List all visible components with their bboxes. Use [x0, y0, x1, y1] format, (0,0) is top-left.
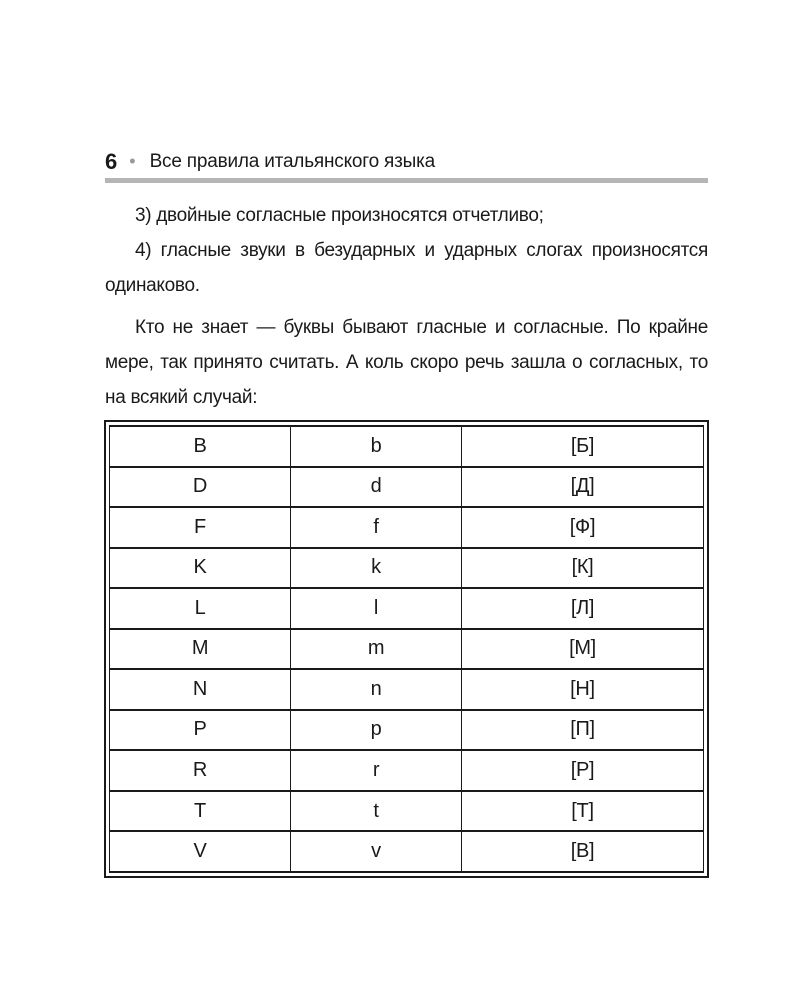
intro-text: Кто не знает — буквы бывают гласные и согласные. По крайне мере, так принято считать. А коль скоро речь зашла о согласных, то на всякий случай:	[105, 317, 708, 408]
pronunciation-cell: [Т]	[462, 791, 704, 832]
lowercase-cell: t	[291, 791, 462, 832]
uppercase-cell: P	[110, 710, 291, 751]
table-row	[110, 669, 704, 710]
uppercase-cell: N	[110, 669, 291, 710]
uppercase-cell: B	[110, 426, 291, 467]
pronunciation-cell: [Л]	[462, 588, 704, 629]
pronunciation-cell: [К]	[462, 548, 704, 589]
uppercase-cell: D	[110, 467, 291, 508]
table-row	[110, 750, 704, 791]
lowercase-cell: m	[291, 629, 462, 670]
uppercase-cell: K	[110, 548, 291, 589]
pronunciation-cell: [П]	[462, 710, 704, 751]
lowercase-cell: l	[291, 588, 462, 629]
pronunciation-cell: [Д]	[462, 467, 704, 508]
book-title: Все правила итальянского языка	[149, 150, 435, 172]
lowercase-cell: v	[291, 831, 462, 872]
intro-paragraph	[105, 310, 708, 415]
header-bullet: •	[129, 151, 136, 171]
lowercase-cell: p	[291, 710, 462, 751]
rules-list	[105, 198, 708, 303]
page-number: 6	[105, 148, 118, 174]
lowercase-cell: r	[291, 750, 462, 791]
table-row	[110, 629, 704, 670]
lowercase-cell: f	[291, 507, 462, 548]
pronunciation-cell: [М]	[462, 629, 704, 670]
uppercase-cell: L	[110, 588, 291, 629]
table-row	[110, 426, 704, 467]
lowercase-cell: k	[291, 548, 462, 589]
table-row	[110, 467, 704, 508]
pronunciation-cell: [Н]	[462, 669, 704, 710]
pronunciation-cell: [В]	[462, 831, 704, 872]
uppercase-cell: R	[110, 750, 291, 791]
table-row	[110, 507, 704, 548]
table-row	[110, 548, 704, 589]
pronunciation-cell: [Б]	[462, 426, 704, 467]
pronunciation-cell: [Ф]	[462, 507, 704, 548]
table-row	[110, 831, 704, 872]
uppercase-cell: T	[110, 791, 291, 832]
pronunciation-cell: [Р]	[462, 750, 704, 791]
uppercase-cell: F	[110, 507, 291, 548]
table-row	[110, 791, 704, 832]
page-header	[105, 145, 708, 183]
uppercase-cell: V	[110, 831, 291, 872]
rule-item: 4) гласные звуки в безударных и ударных слогах произносятся одинаково.	[105, 240, 708, 296]
rule-item: 3) двойные согласные произносятся отчетливо;	[135, 205, 544, 226]
table-row	[110, 710, 704, 751]
table-row	[110, 588, 704, 629]
lowercase-cell: d	[291, 467, 462, 508]
lowercase-cell: b	[291, 426, 462, 467]
uppercase-cell: M	[110, 629, 291, 670]
consonants-table	[104, 420, 709, 878]
lowercase-cell: n	[291, 669, 462, 710]
